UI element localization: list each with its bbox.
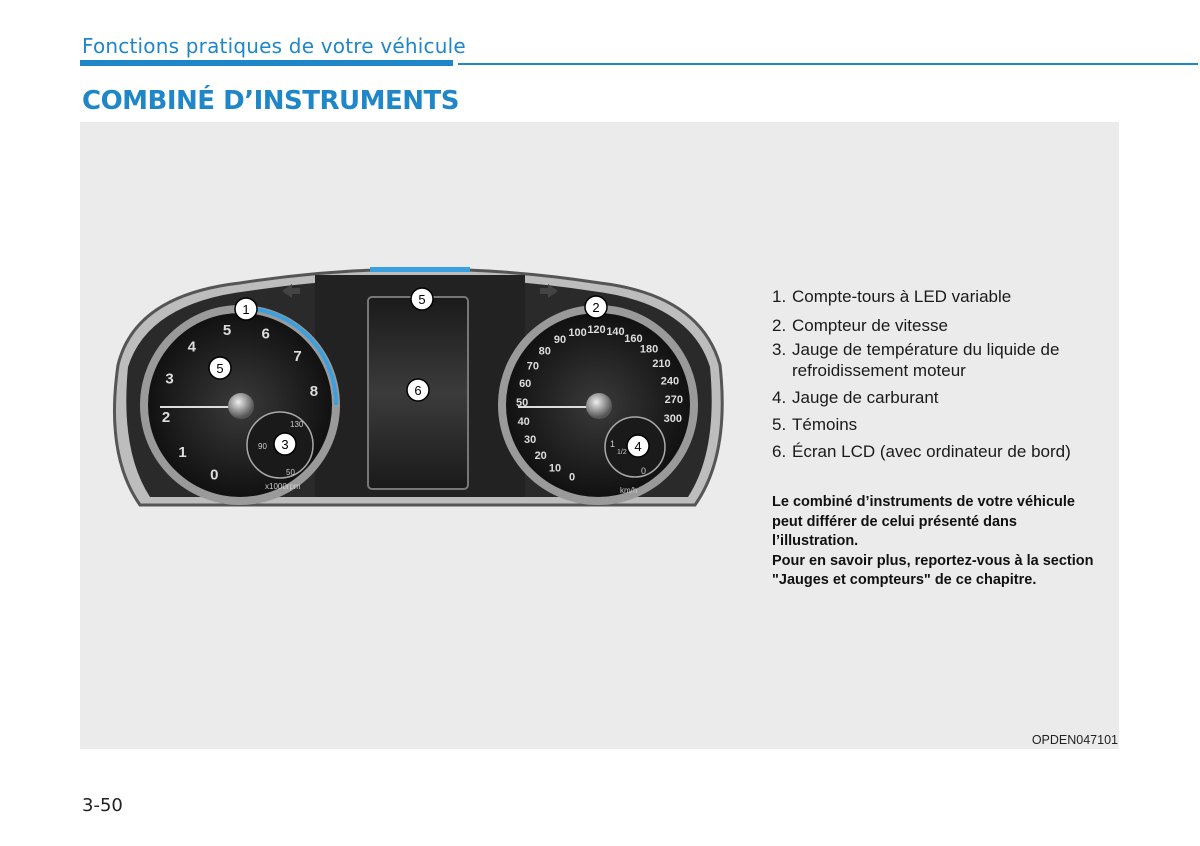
fuel-label-0: 0 bbox=[641, 466, 647, 476]
tach-hub bbox=[228, 393, 254, 419]
tach-label-7: 7 bbox=[293, 347, 302, 365]
legend-item: 2. Compteur de vitesse bbox=[772, 316, 948, 335]
legend-item: 4. Jauge de carburant bbox=[772, 388, 939, 407]
speed-label-140: 140 bbox=[606, 326, 625, 338]
callout-6: 6 bbox=[414, 383, 422, 398]
speed-label-20: 20 bbox=[534, 450, 547, 462]
fuel-label-half: 1/2 bbox=[617, 449, 627, 456]
tach-label-6: 6 bbox=[261, 325, 270, 343]
legend-item: 5. Témoins bbox=[772, 415, 858, 434]
tach-label-2: 2 bbox=[161, 409, 171, 426]
speed-label-240: 240 bbox=[660, 375, 680, 388]
note-paragraph-2: Pour en savoir plus, reportez-vous à la section "Jauges et compteurs" de ce chapitre. bbox=[772, 552, 1094, 588]
page-number: 3-50 bbox=[82, 795, 123, 816]
legend-list bbox=[772, 286, 1112, 462]
speed-unit: km/h bbox=[620, 486, 638, 495]
temp-label-90: 90 bbox=[258, 442, 267, 451]
note-box bbox=[772, 493, 1102, 591]
fuel-label-1: 1 bbox=[610, 439, 616, 449]
instrument-cluster-illustration bbox=[110, 255, 730, 513]
tach-label-3: 3 bbox=[165, 370, 174, 388]
illustration-code: OPDEN047101 bbox=[1031, 733, 1118, 747]
speed-label-10: 10 bbox=[548, 462, 562, 475]
tach-label-8: 8 bbox=[309, 383, 319, 400]
tach-label-0: 0 bbox=[210, 466, 219, 484]
callout-5-left: 5 bbox=[216, 361, 224, 376]
speed-label-30: 30 bbox=[523, 434, 537, 447]
speed-label-180: 180 bbox=[639, 343, 659, 356]
temp-label-130: 130 bbox=[290, 420, 304, 429]
temp-label-50: 50 bbox=[286, 468, 295, 477]
speed-hub bbox=[586, 393, 612, 419]
tach-label-5: 5 bbox=[222, 322, 232, 340]
tach-unit: x1000rpm bbox=[265, 482, 301, 491]
speed-label-0: 0 bbox=[568, 471, 576, 484]
legend-item: 1. Compte-tours à LED variable bbox=[772, 287, 1012, 306]
tach-label-1: 1 bbox=[178, 444, 187, 462]
speed-label-90: 90 bbox=[553, 334, 567, 347]
speed-label-210: 210 bbox=[652, 358, 671, 371]
callout-5-top: 5 bbox=[418, 292, 426, 307]
callout-3: 3 bbox=[281, 437, 289, 452]
speed-label-60: 60 bbox=[519, 378, 532, 391]
note-paragraph-1: Le combiné d’instruments de votre véhicule peut différer de celui présenté dans l’illustration. bbox=[772, 494, 1075, 549]
chapter-title: Fonctions pratiques de votre véhicule bbox=[82, 34, 466, 58]
section-title: COMBINÉ D’INSTRUMENTS bbox=[82, 86, 459, 116]
speed-label-160: 160 bbox=[624, 332, 643, 345]
tach-label-4: 4 bbox=[187, 338, 196, 356]
speed-label-270: 270 bbox=[664, 394, 683, 407]
led-strip bbox=[370, 267, 470, 272]
header-rule-thin bbox=[458, 63, 1198, 65]
speed-label-120: 120 bbox=[587, 324, 606, 336]
legend-item: 3. Jauge de température du liquide de refroidissement moteur bbox=[772, 340, 1060, 380]
speed-label-80: 80 bbox=[538, 345, 551, 358]
speed-label-70: 70 bbox=[526, 360, 540, 373]
speed-label-300: 300 bbox=[663, 413, 682, 426]
callout-4: 4 bbox=[634, 439, 642, 454]
speed-label-50: 50 bbox=[515, 397, 529, 410]
header-rule-thick bbox=[80, 60, 453, 66]
callout-2: 2 bbox=[592, 300, 600, 315]
legend-item: 6. Écran LCD (avec ordinateur de bord) bbox=[772, 442, 1071, 461]
speed-label-100: 100 bbox=[568, 326, 587, 339]
speed-label-40: 40 bbox=[517, 416, 530, 429]
callout-1: 1 bbox=[242, 302, 250, 317]
